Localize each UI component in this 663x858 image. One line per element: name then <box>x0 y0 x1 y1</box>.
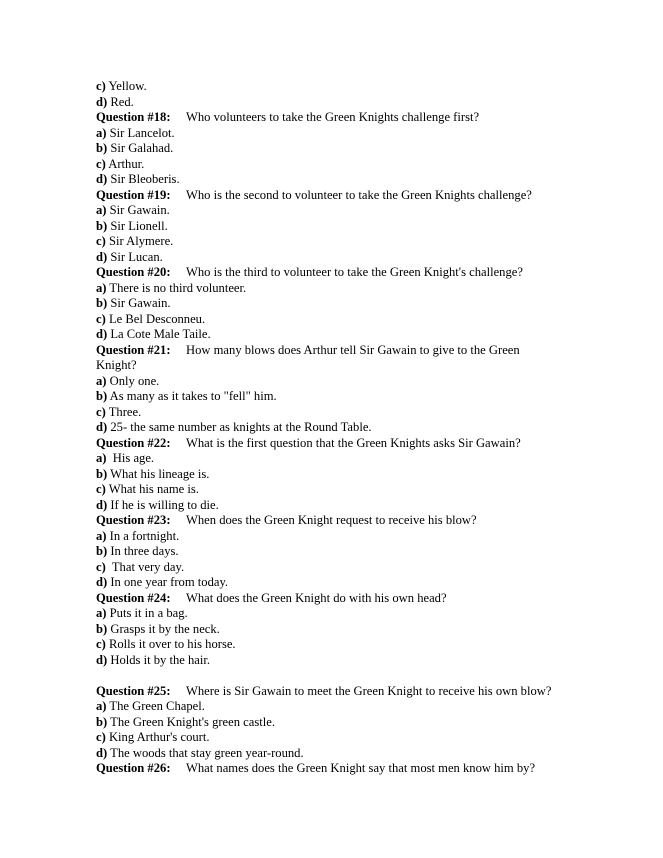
answer-option <box>96 715 566 731</box>
answer-option <box>96 126 566 142</box>
answer-letter: d) <box>96 249 108 264</box>
answer-letter: d) <box>96 327 108 341</box>
answer-text: Sir Lancelot. <box>106 125 175 140</box>
answer-text: Sir Galahad. <box>107 141 174 155</box>
question-label: Question #21: <box>96 342 171 357</box>
question-label: Question #22: <box>96 435 171 450</box>
question-label: Question #26: <box>96 761 171 775</box>
answer-option <box>96 653 566 669</box>
question-label: Question #25: <box>96 683 171 698</box>
answer-letter: d) <box>96 420 108 434</box>
answer-text: King Arthur's court. <box>105 730 210 744</box>
answer-letter: c) <box>96 730 106 744</box>
blank-line <box>96 668 566 684</box>
answer-text: 25- the same number as knights at the Round Table. <box>107 420 372 434</box>
answer-option <box>96 746 566 762</box>
question-line <box>96 436 566 452</box>
answer-text: Puts it in a bag. <box>106 606 188 620</box>
answer-letter: a) <box>96 528 107 543</box>
answer-letter: d) <box>96 497 108 512</box>
answer-text: In a fortnight. <box>106 528 180 543</box>
answer-option <box>96 157 566 173</box>
answer-letter: b) <box>96 296 108 310</box>
question-line <box>96 265 566 281</box>
answer-text: Grasps it by the neck. <box>107 621 220 636</box>
answer-text: The Green Chapel. <box>106 699 205 713</box>
question-line <box>96 591 566 607</box>
answer-text: The Green Knight's green castle. <box>107 714 275 729</box>
answer-letter: c) <box>96 79 106 93</box>
question-text: Who is the second to volunteer to take the Green Knights challenge? <box>186 187 532 202</box>
answer-letter: a) <box>96 203 107 217</box>
answer-text: Sir Lucan. <box>107 249 163 264</box>
answer-letter: d) <box>96 94 108 109</box>
answer-letter: a) <box>96 373 107 388</box>
question-label: Question #19: <box>96 187 171 202</box>
question-text: What is the first question that the Green Knights asks Sir Gawain? <box>186 435 521 450</box>
answer-text: Sir Bleoberis. <box>107 172 180 186</box>
answer-letter: b) <box>96 141 108 155</box>
answer-text: The woods that stay green year-round. <box>107 745 304 760</box>
question-label: Question #20: <box>96 265 171 279</box>
answer-letter: b) <box>96 544 108 558</box>
answer-letter: d) <box>96 575 108 589</box>
answer-text: His age. <box>106 451 155 465</box>
answer-text: What his name is. <box>105 482 199 496</box>
answer-option <box>96 606 566 622</box>
answer-option <box>96 203 566 219</box>
answer-option <box>96 544 566 560</box>
answer-letter: a) <box>96 606 107 620</box>
question-line <box>96 343 566 359</box>
answer-text: Rolls it over to his horse. <box>105 637 236 651</box>
answer-option <box>96 467 566 483</box>
answer-letter: c) <box>96 637 106 651</box>
answer-letter: b) <box>96 389 108 403</box>
answer-letter: c) <box>96 234 106 248</box>
answer-letter: d) <box>96 745 108 760</box>
question-text: How many blows does Arthur tell Sir Gawain to give to the Green <box>186 342 520 357</box>
answer-letter: c) <box>96 482 106 496</box>
answer-text: As many as it takes to "fell" him. <box>107 389 277 403</box>
answer-text: Sir Lionell. <box>107 218 168 233</box>
answer-text: Holds it by the hair. <box>107 652 211 667</box>
answer-letter: b) <box>96 714 108 729</box>
question-text: Who is the third to volunteer to take the Green Knight's challenge? <box>186 265 523 279</box>
answer-option <box>96 405 566 421</box>
answer-letter: b) <box>96 621 108 636</box>
answer-option <box>96 529 566 545</box>
answer-text: Sir Alymere. <box>105 234 174 248</box>
question-text-continued: Knight? <box>96 358 137 372</box>
answer-letter: c) <box>96 156 106 171</box>
answer-option <box>96 560 566 576</box>
answer-option <box>96 219 566 235</box>
answer-text: Only one. <box>106 373 160 388</box>
question-label: Question #24: <box>96 590 171 605</box>
answer-text: Le Bel Desconneu. <box>105 311 206 326</box>
question-text: Who volunteers to take the Green Knights challenge first? <box>186 110 480 124</box>
answer-letter: c) <box>96 311 106 326</box>
answer-letter: c) <box>96 559 106 574</box>
question-line <box>96 188 566 204</box>
answer-option <box>96 281 566 297</box>
question-line <box>96 761 566 777</box>
answer-option <box>96 622 566 638</box>
answer-option <box>96 498 566 514</box>
question-text: What does the Green Knight do with his own head? <box>186 590 447 605</box>
answer-text: Sir Gawain. <box>106 203 170 217</box>
answer-letter: d) <box>96 172 108 186</box>
answer-text: Yellow. <box>105 79 147 93</box>
answer-text: Three. <box>105 404 142 419</box>
answer-option <box>96 637 566 653</box>
answer-option <box>96 95 566 111</box>
answer-option <box>96 730 566 746</box>
answer-letter: a) <box>96 280 107 295</box>
question-text: Where is Sir Gawain to meet the Green Knight to receive his own blow? <box>186 683 552 698</box>
answer-option <box>96 312 566 328</box>
answer-text: That very day. <box>105 559 185 574</box>
answer-letter: b) <box>96 466 108 481</box>
answer-option <box>96 420 566 436</box>
answer-option <box>96 250 566 266</box>
answer-option <box>96 172 566 188</box>
question-line <box>96 684 566 700</box>
answer-letter: a) <box>96 125 107 140</box>
answer-text: What his lineage is. <box>107 466 210 481</box>
answer-letter: a) <box>96 451 107 465</box>
answer-text: In one year from today. <box>107 575 229 589</box>
answer-option <box>96 699 566 715</box>
answer-option <box>96 575 566 591</box>
question-label: Question #18: <box>96 110 171 124</box>
answer-option <box>96 327 566 343</box>
answer-option <box>96 482 566 498</box>
question-label: Question #23: <box>96 513 171 527</box>
answer-option <box>96 296 566 312</box>
answer-text: If he is willing to die. <box>107 497 219 512</box>
answer-letter: c) <box>96 404 106 419</box>
answer-option <box>96 374 566 390</box>
answer-option <box>96 141 566 157</box>
answer-option <box>96 451 566 467</box>
answer-option <box>96 234 566 250</box>
question-line <box>96 110 566 126</box>
question-text: When does the Green Knight request to receive his blow? <box>186 513 477 527</box>
answer-text: In three days. <box>107 544 179 558</box>
answer-text: There is no third volunteer. <box>106 280 247 295</box>
answer-option <box>96 79 566 95</box>
answer-letter: d) <box>96 652 108 667</box>
answer-letter: a) <box>96 699 107 713</box>
question-line <box>96 513 566 529</box>
answer-text: Sir Gawain. <box>107 296 171 310</box>
answer-option <box>96 389 566 405</box>
question-text: What names does the Green Knight say that most men know him by? <box>186 761 536 775</box>
answer-text: Arthur. <box>105 156 145 171</box>
quiz-content <box>96 79 566 777</box>
answer-text: La Cote Male Taile. <box>107 327 211 341</box>
answer-text: Red. <box>107 94 134 109</box>
answer-letter: b) <box>96 218 108 233</box>
